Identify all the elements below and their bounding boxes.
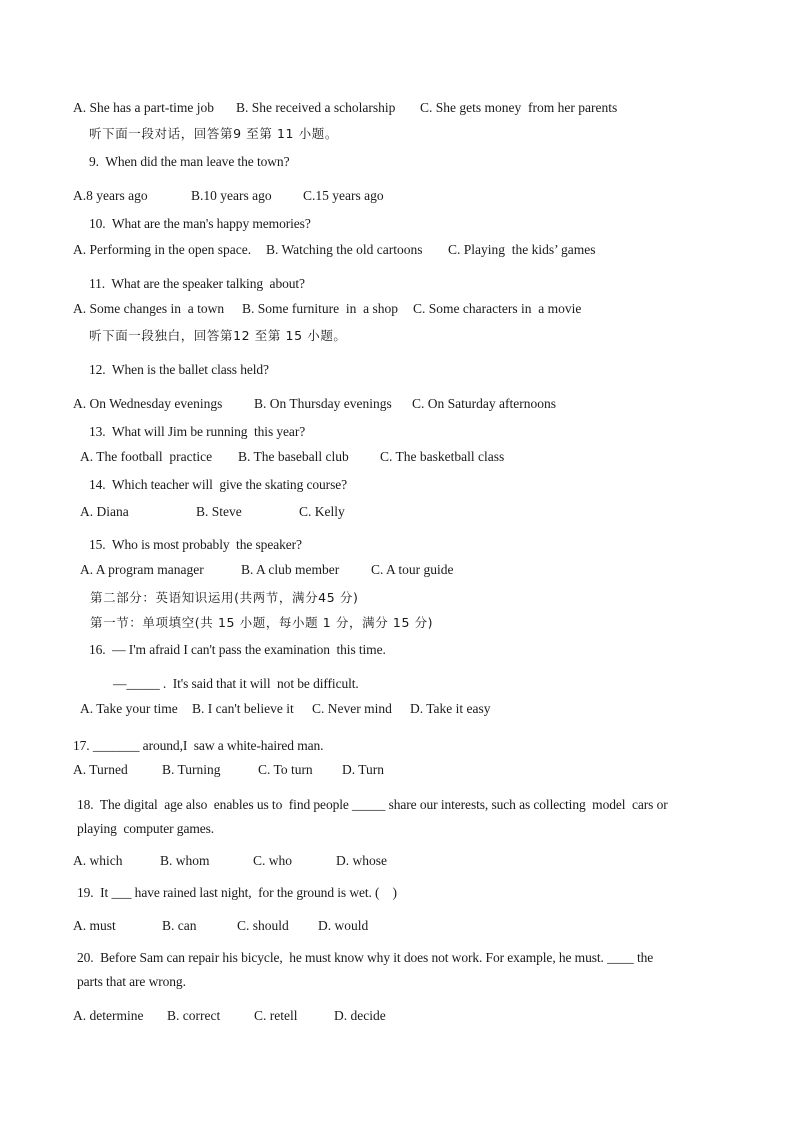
part2-section1-heading: 第一节：单项填空(共 15 小题，每小题 1 分，满分 15 分) (90, 615, 434, 630)
q10-option-a: A. Performing in the open space. (73, 242, 252, 257)
q17-option-b: B. Turning (162, 762, 221, 777)
q17-question: 17. _______ around,I saw a white-haired man. (73, 738, 324, 753)
q15-option-b: B. A club member (241, 562, 340, 577)
q10-option-c: C. Playing the kids’ games (448, 242, 596, 257)
q15-option-c: C. A tour guide (371, 562, 454, 577)
q20-line2: parts that are wrong. (77, 974, 186, 989)
q11-option-c: C. Some characters in a movie (413, 301, 582, 316)
q18-option-b: B. whom (160, 853, 210, 868)
q19-option-c: C. should (237, 918, 289, 933)
q15-option-a: A. A program manager (80, 562, 204, 577)
q8-option-a: A. She has a part-time job (73, 100, 214, 115)
part2-heading: 第二部分：英语知识运用(共两节，满分45 分) (90, 590, 359, 605)
q16-option-b: B. I can't believe it (192, 701, 294, 716)
q13-option-c: C. The basketball class (380, 449, 505, 464)
q11-question: 11. What are the speaker talking about? (89, 276, 305, 291)
q9-question: 9. When did the man leave the town? (89, 154, 290, 169)
q16-option-c: C. Never mind (312, 701, 392, 716)
q18-line2: playing computer games. (77, 821, 215, 836)
q14-option-b: B. Steve (196, 504, 242, 519)
q11-option-b: B. Some furniture in a shop (242, 301, 398, 316)
q12-option-b: B. On Thursday evenings (254, 396, 392, 411)
q18-option-a: A. which (73, 853, 123, 868)
section-note-12-15: 听下面一段独白，回答第12 至第 15 小题。 (89, 328, 347, 343)
q11-option-a: A. Some changes in a town (73, 301, 225, 316)
q17-option-a: A. Turned (73, 762, 128, 777)
q13-option-b: B. The baseball club (238, 449, 349, 464)
q8-option-b: B. She received a scholarship (236, 100, 396, 115)
q8-option-c: C. She gets money from her parents (420, 100, 618, 115)
q12-question: 12. When is the ballet class held? (89, 362, 269, 377)
q9-option-c: C.15 years ago (303, 188, 384, 203)
q18-line1: 18. The digital age also enables us to find people _____ share our interests, such as collecting model cars or (77, 797, 668, 812)
q10-question: 10. What are the man's happy memories? (89, 216, 311, 231)
q16-option-d: D. Take it easy (410, 701, 491, 716)
q9-option-a: A.8 years ago (73, 188, 148, 203)
q13-question: 13. What will Jim be running this year? (89, 424, 306, 439)
q16-option-a: A. Take your time (80, 701, 178, 716)
q19-option-b: B. can (162, 918, 197, 933)
q18-option-d: D. whose (336, 853, 387, 868)
q12-option-a: A. On Wednesday evenings (73, 396, 223, 411)
q20-line1: 20. Before Sam can repair his bicycle, he must know why it does not work. For example, he must. ____ the (77, 950, 654, 965)
q12-option-c: C. On Saturday afternoons (412, 396, 556, 411)
q20-option-b: B. correct (167, 1008, 221, 1023)
q14-option-c: C. Kelly (299, 504, 345, 519)
q9-option-b: B.10 years ago (191, 188, 272, 203)
q18-option-c: C. who (253, 853, 293, 868)
q20-option-a: A. determine (73, 1008, 144, 1023)
q15-question: 15. Who is most probably the speaker? (89, 537, 302, 552)
q14-option-a: A. Diana (80, 504, 129, 519)
q19-option-d: D. would (318, 918, 369, 933)
q19-option-a: A. must (73, 918, 116, 933)
q16-line2: —_____ . It's said that it will not be difficult. (113, 676, 359, 691)
q19-question: 19. It ___ have rained last night, for the ground is wet. ( ) (77, 885, 397, 900)
q20-option-c: C. retell (254, 1008, 298, 1023)
q17-option-d: D. Turn (342, 762, 385, 777)
section-note-9-11: 听下面一段对话，回答第9 至第 11 小题。 (89, 126, 338, 141)
q14-question: 14. Which teacher will give the skating course? (89, 477, 348, 492)
q10-option-b: B. Watching the old cartoons (266, 242, 423, 257)
q16-line1: 16. — I'm afraid I can't pass the examination this time. (89, 642, 386, 657)
q13-option-a: A. The football practice (80, 449, 213, 464)
q17-option-c: C. To turn (258, 762, 313, 777)
q20-option-d: D. decide (334, 1008, 386, 1023)
